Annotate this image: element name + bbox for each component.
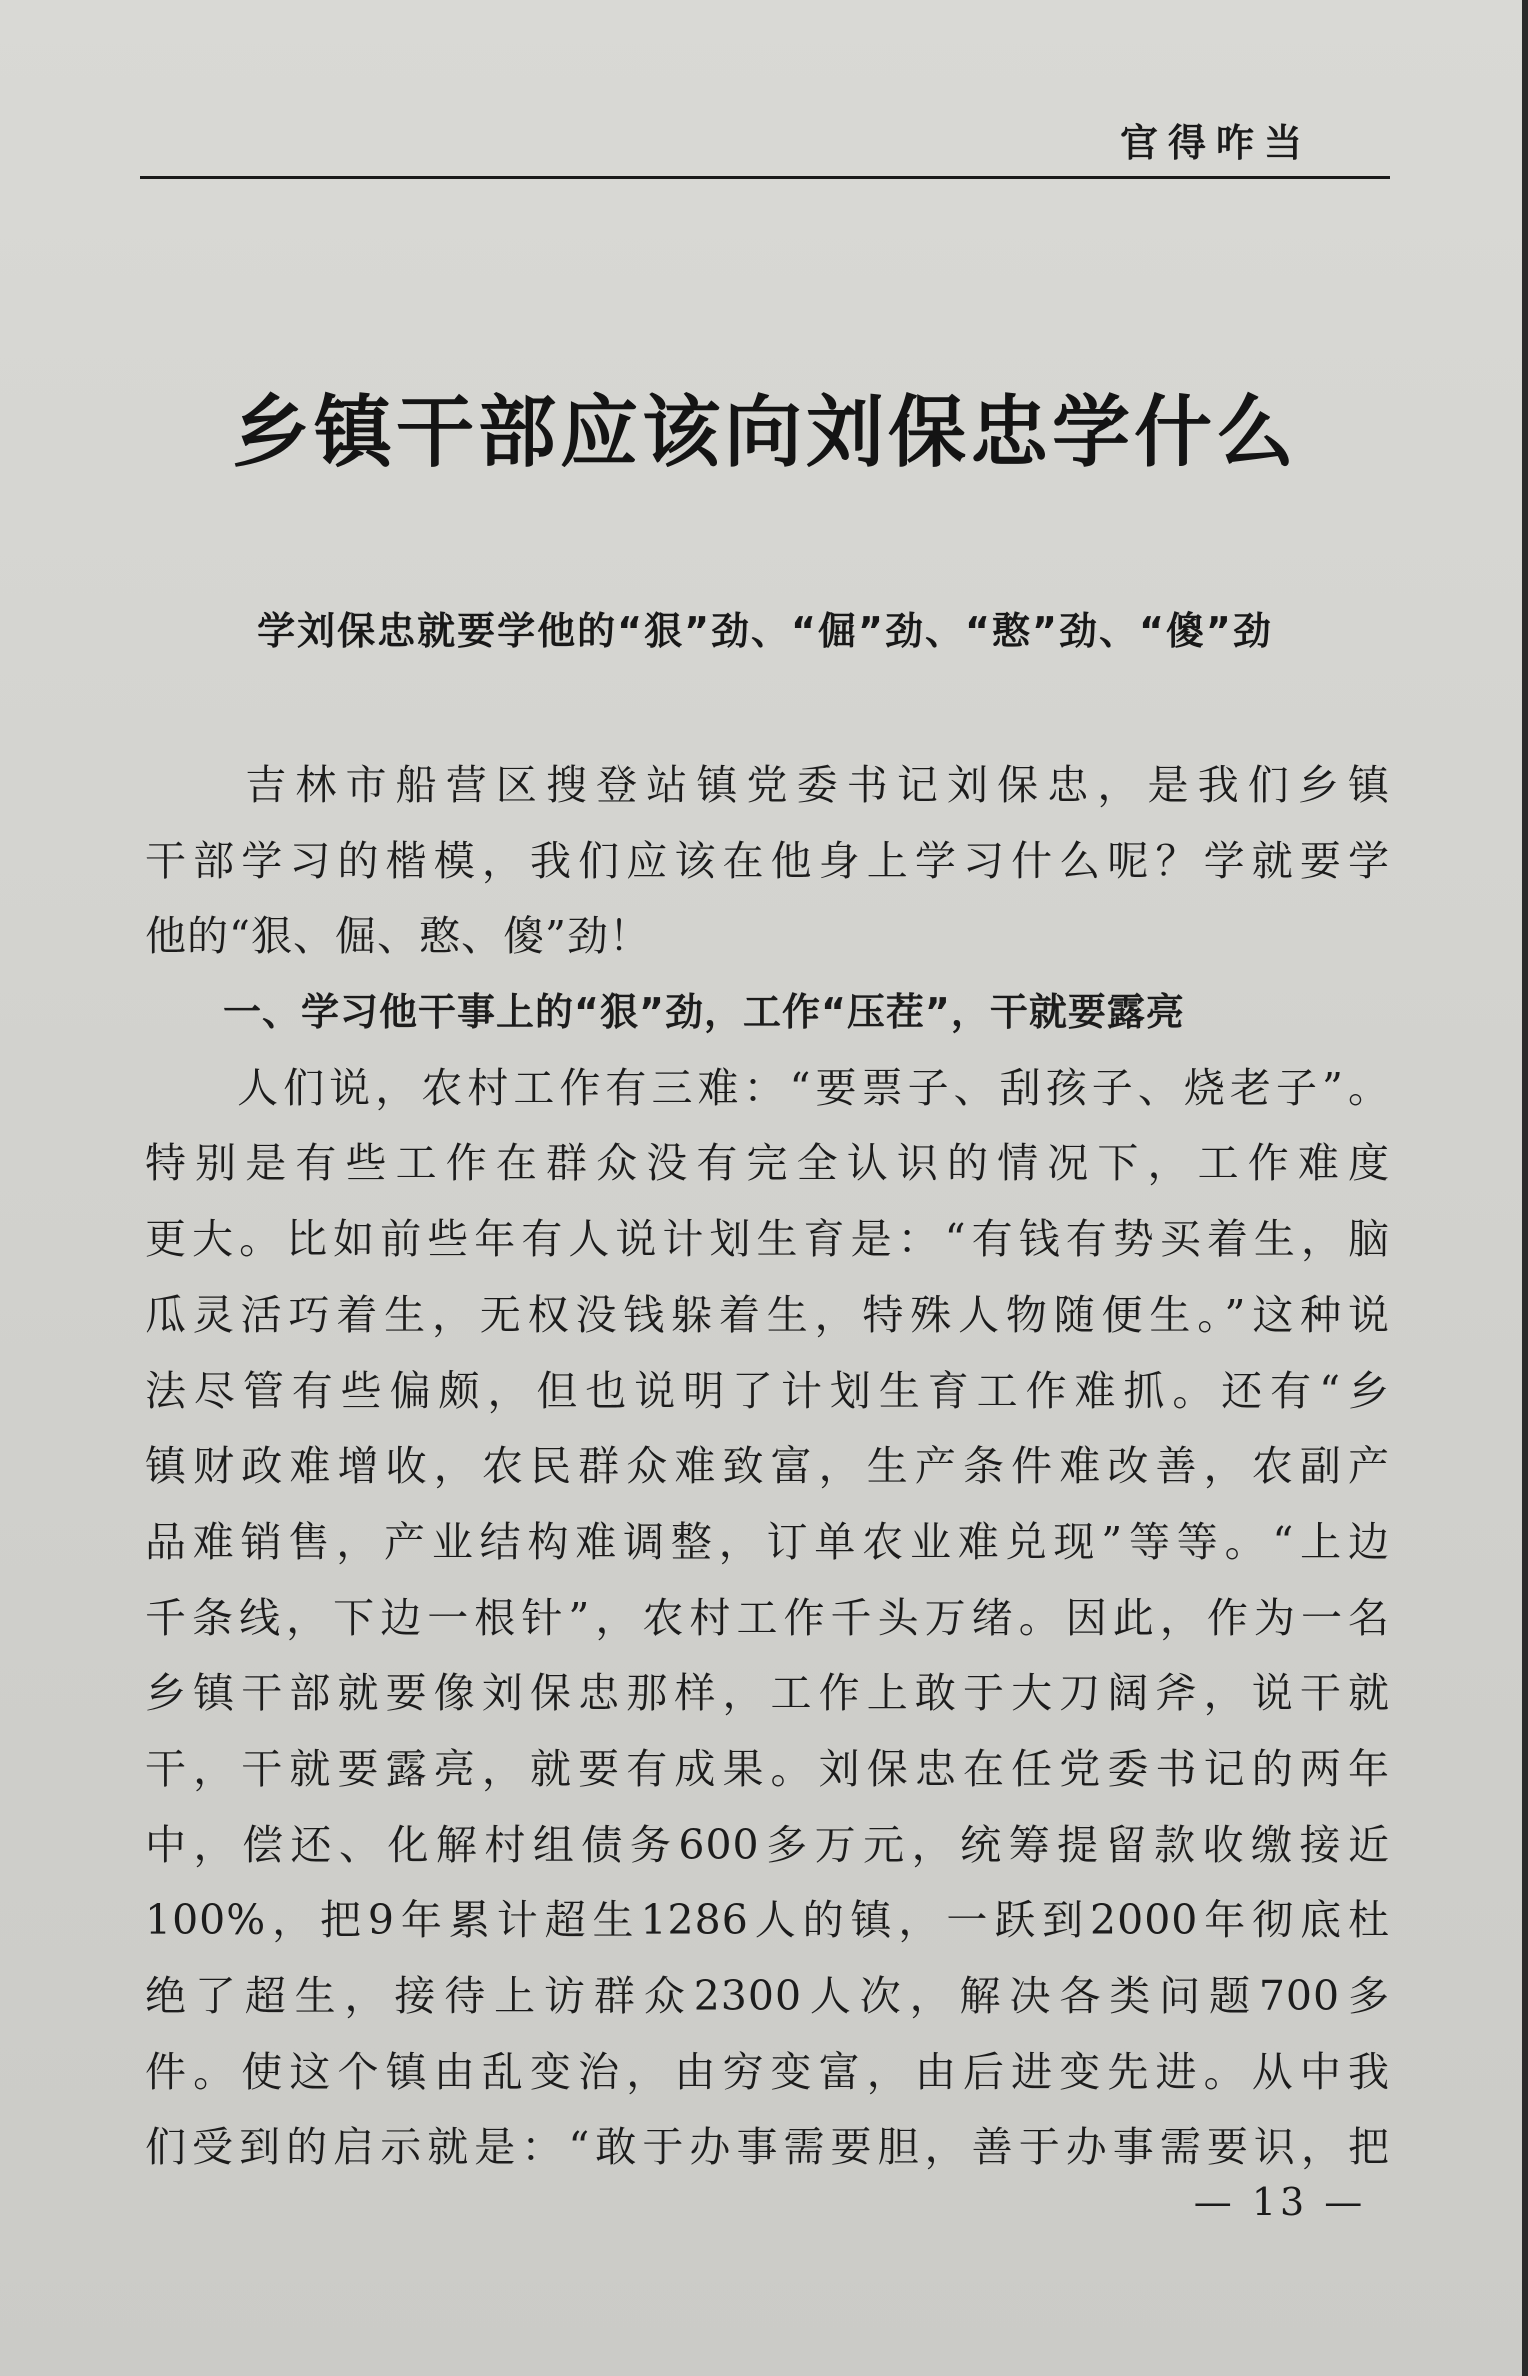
- body-line: 更大。比如前些年有人说计划生育是：“有钱有势买着生，脑: [145, 1215, 1390, 1264]
- article-subtitle: 学刘保忠就要学他的“狠”劲、“倔”劲、“憨”劲、“傻”劲: [257, 609, 1273, 653]
- body-line: 特别是有些工作在群众没有完全认识的情况下，工作难度: [145, 1139, 1390, 1188]
- body-line: 吉林市船营区搜登站镇党委书记刘保忠，是我们乡镇: [145, 761, 1390, 809]
- body-line: 们受到的启示就是：“敢于办事需要胆，善于办事需要识，把: [145, 2123, 1390, 2172]
- body-line: 干，干就要露亮，就要有成果。刘保忠在任党委书记的两年: [145, 1744, 1390, 1793]
- body-line: 100%，把9年累计超生1286人的镇，一跃到2000年彻底杜: [145, 1896, 1390, 1945]
- body-line: 干部学习的楷模，我们应该在他身上学习什么呢？学就要学: [145, 836, 1390, 885]
- page-number: — 13 —: [1193, 2180, 1367, 2224]
- body-line: 法尽管有些偏颇，但也说明了计划生育工作难抓。还有“乡: [145, 1366, 1390, 1415]
- body-line: 镇财政难增收，农民群众难致富，生产条件难改善，农副产: [145, 1442, 1390, 1491]
- body-line: 乡镇干部就要像刘保忠那样，工作上敢于大刀阔斧，说干就: [145, 1669, 1390, 1718]
- body-text: [145, 748, 1390, 2186]
- body-line: 品难销售，产业结构难调整，订单农业难兑现”等等。“上边: [145, 1517, 1390, 1566]
- body-line: 千条线，下边一根针”，农村工作千头万绪。因此，作为一名: [145, 1593, 1390, 1642]
- header-rule: [140, 176, 1390, 179]
- body-line: 件。使这个镇由乱变治，由穷变富，由后进变先进。从中我: [145, 2047, 1390, 2096]
- section-heading: 一、学习他干事上的“狠”劲，工作“压茬”，干就要露亮: [145, 990, 1185, 1035]
- body-line: 绝了超生，接待上访群众2300人次，解决各类问题700多: [145, 1972, 1390, 2020]
- body-line: 中，偿还、化解村组债务600多万元，统筹提留款收缴接近: [145, 1820, 1390, 1869]
- article-title: 乡镇干部应该向刘保忠学什么: [231, 388, 1298, 478]
- body-line: 瓜灵活巧着生，无权没钱躲着生，特殊人物随便生。”这种说: [145, 1290, 1390, 1339]
- body-line: 人们说，农村工作有三难：“要票子、刮孩子、烧老子”。: [145, 1063, 1390, 1112]
- body-line: 他的“狠、倔、憨、傻”劲！: [145, 912, 651, 961]
- page-edge-shadow: [1522, 0, 1528, 2376]
- running-head: 官得咋当: [1120, 121, 1313, 165]
